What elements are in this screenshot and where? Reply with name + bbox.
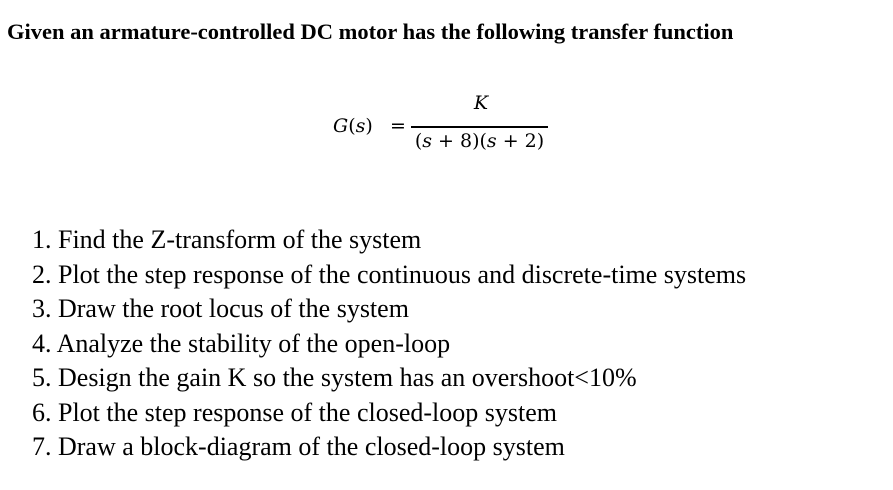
task-item: 6. Plot the step response of the closed-loop system (32, 397, 557, 427)
task-item: 7. Draw a block-diagram of the closed-loop system (32, 432, 565, 461)
denominator-var-1: s (422, 130, 432, 152)
denominator-end: + 2) (496, 130, 545, 152)
denominator (411, 130, 548, 152)
denominator-var-2: s (486, 130, 497, 152)
denominator-open: ( (414, 130, 423, 152)
task-item: 5. Design the gain K so the system has an overshoot<10% (32, 363, 637, 392)
task-item: 3. Draw the root locus of the system (32, 294, 409, 323)
equation-lhs (333, 115, 373, 137)
denominator-mid: + 8)( (432, 130, 487, 152)
lhs-variable: s (355, 115, 366, 137)
fraction-bar (411, 126, 548, 128)
lhs-open-paren: ( (348, 115, 356, 137)
numerator: K (473, 92, 489, 114)
lhs-function-name: G (333, 115, 349, 137)
problem-heading: Given an armature-controlled DC motor has the following transfer function (7, 19, 734, 44)
equals-sign: = (390, 115, 406, 137)
task-item: 1. Find the Z-transform of the system (32, 225, 422, 254)
task-item: 4. Analyze the stability of the open-loop (32, 328, 451, 358)
task-item: 2. Plot the step response of the continuous and discrete-time systems (32, 259, 747, 289)
lhs-close-paren: ) (365, 115, 373, 137)
task-list (32, 223, 746, 465)
